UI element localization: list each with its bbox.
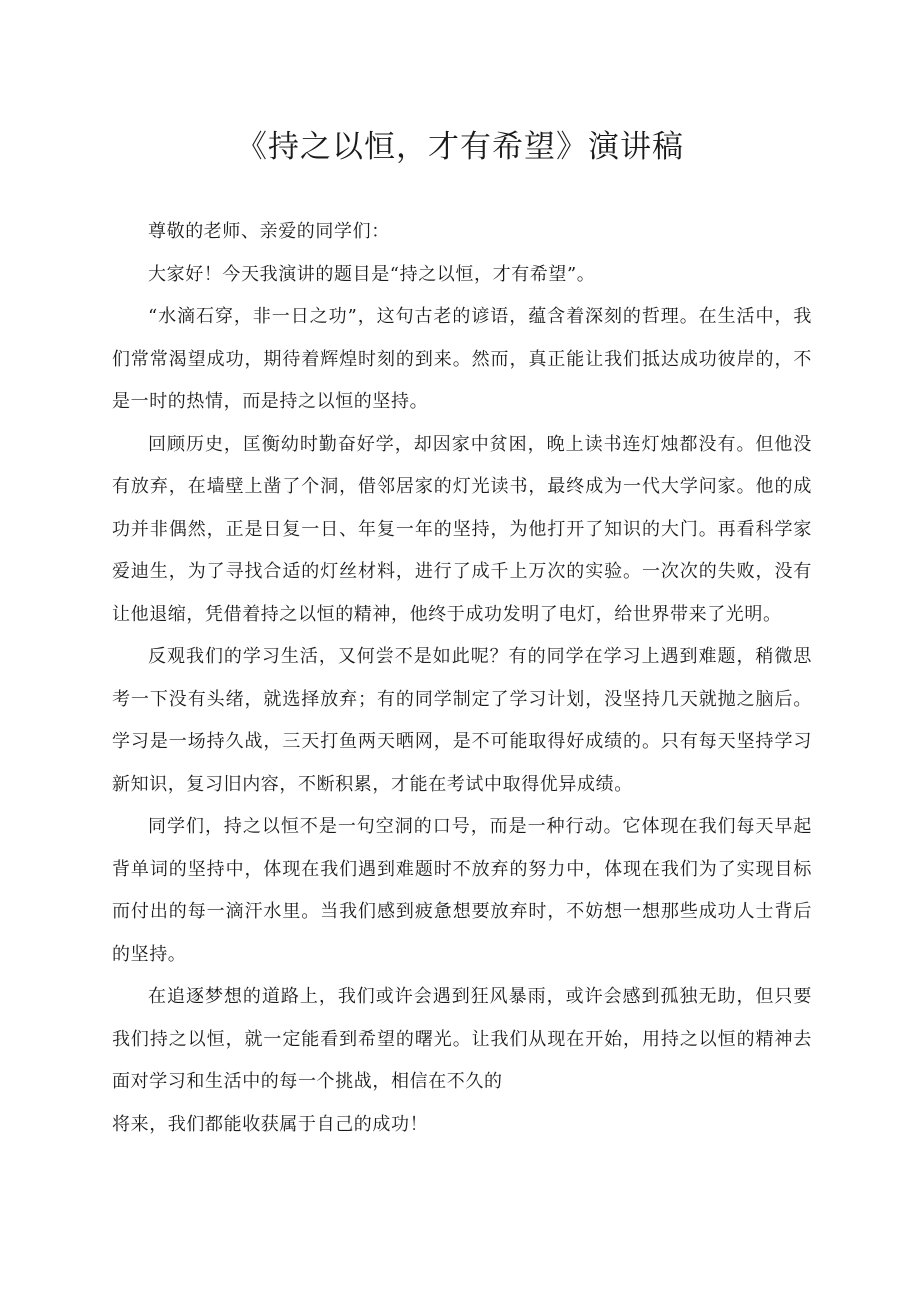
paragraph-dream: 在追逐梦想的道路上，我们或许会遇到狂风暴雨，或许会感到孤独无助，但只要我们持之以恒，就一定能看到希望的曙光。让我们从现在开始，用持之以恒的精神去面对学习和生活中的每一个挑战，相信在不久的 <box>112 986 812 1092</box>
paragraph-study-life: 反观我们的学习生活，又何尝不是如此呢？有的同学在学习上遇到难题，稍微思考一下没有头绪，就选择放弃；有的同学制定了学习计划，没坚持几天就抛之脑后。学习是一场持久战，三天打鱼两天晒网，是不可能取得好成绩的。只有每天坚持学习新知识，复习旧内容，不断积累，才能在考试中取得优异成绩。 <box>112 646 812 795</box>
closing-line: 将来，我们都能收获属于自己的成功！ <box>112 1113 429 1135</box>
paragraph-history: 回顾历史，匡衡幼时勤奋好学，却因家中贫困，晚上读书连灯烛都没有。但他没有放弃，在墙壁上凿了个洞，借邻居家的灯光读书，最终成为一代大学问家。他的成功并非偶然，正是日复一日、年复一年的坚持，为他打开了知识的大门。再看科学家爱迪生，为了寻找合适的灯丝材料，进行了成千上万次的实验。一次次的失败，没有让他退缩，凭借着持之以恒的精神，他终于成功发明了电灯，给世界带来了光明。 <box>112 433 812 625</box>
paragraph-proverb: “水滴石穿，非一日之功”，这句古老的谚语，蕴含着深刻的哲理。在生活中，我们常常渴望成功，期待着辉煌时刻的到来。然而，真正能让我们抵达成功彼岸的，不是一时的热情，而是持之以恒的坚持。 <box>112 306 812 412</box>
paragraph-action: 同学们，持之以恒不是一句空洞的口号，而是一种行动。它体现在我们每天早起背单词的坚持中，体现在我们遇到难题时不放弃的努力中，体现在我们为了实现目标而付出的每一滴汗水里。当我们感到疲惫想要放弃时，不妨想一想那些成功人士背后的坚持。 <box>112 816 812 965</box>
salutation: 尊敬的老师、亲爱的同学们： <box>148 221 390 242</box>
document-body <box>112 211 812 1146</box>
paragraph-greeting: 大家好！今天我演讲的题目是“持之以恒，才有希望”。 <box>148 263 596 285</box>
document-title: 《持之以恒，才有希望》演讲稿 <box>236 129 684 165</box>
